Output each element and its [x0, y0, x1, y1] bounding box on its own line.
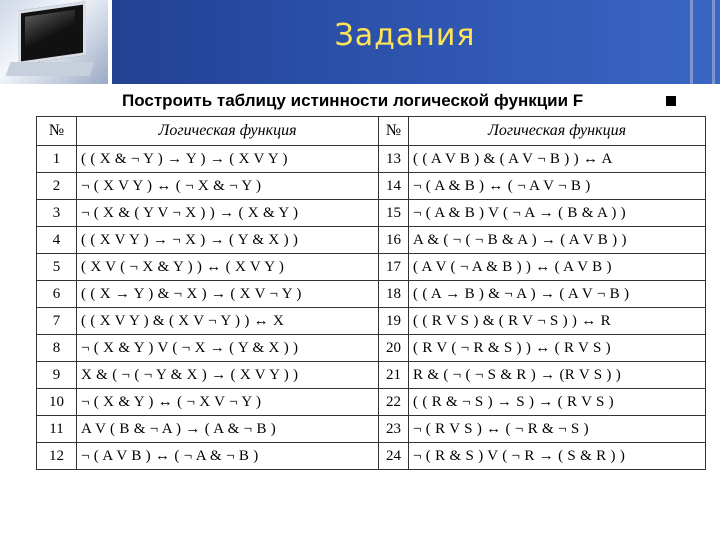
logic-function: ¬ ( A V B ) ↔ ( ¬ A & ¬ B ) — [77, 443, 379, 470]
task-number: 15 — [379, 200, 409, 227]
task-number: 7 — [37, 308, 77, 335]
table-row — [37, 254, 706, 281]
logic-function: ¬ ( R & S ) V ( ¬ R → ( S & R ) ) — [409, 443, 706, 470]
column-header-function: Логическая функция — [77, 117, 379, 146]
task-number: 17 — [379, 254, 409, 281]
logic-function: ( ( X V Y ) → ¬ X ) → ( Y & X ) ) — [77, 227, 379, 254]
task-number: 8 — [37, 335, 77, 362]
table-row — [37, 335, 706, 362]
task-number: 16 — [379, 227, 409, 254]
task-number: 19 — [379, 308, 409, 335]
task-number: 20 — [379, 335, 409, 362]
task-number: 5 — [37, 254, 77, 281]
logic-function: ( ( A V B ) & ( A V ¬ B ) ) ↔ A — [409, 146, 706, 173]
logic-function: ¬ ( X & Y ) ↔ ( ¬ X V ¬ Y ) — [77, 389, 379, 416]
table-row — [37, 308, 706, 335]
logic-function: ( X V ( ¬ X & Y ) ) ↔ ( X V Y ) — [77, 254, 379, 281]
table-row — [37, 443, 706, 470]
task-number: 6 — [37, 281, 77, 308]
task-number: 14 — [379, 173, 409, 200]
logic-function: ( ( X → Y ) & ¬ X ) → ( X V ¬ Y ) — [77, 281, 379, 308]
logic-function: A & ( ¬ ( ¬ B & A ) → ( A V B ) ) — [409, 227, 706, 254]
column-header-function: Логическая функция — [409, 117, 706, 146]
task-number: 13 — [379, 146, 409, 173]
task-subtitle: Построить таблицу истинности логической функции F — [122, 91, 584, 110]
table-row — [37, 389, 706, 416]
logic-function: A V ( B & ¬ A ) → ( A & ¬ B ) — [77, 416, 379, 443]
logic-function: ( A V ( ¬ A & B ) ) ↔ ( A V B ) — [409, 254, 706, 281]
logic-function: ¬ ( X V Y ) ↔ ( ¬ X & ¬ Y ) — [77, 173, 379, 200]
slide-header — [0, 0, 720, 84]
column-header-number: № — [379, 117, 409, 146]
logic-function: ¬ ( X & Y ) V ( ¬ X → ( Y & X ) ) — [77, 335, 379, 362]
task-number: 1 — [37, 146, 77, 173]
task-number: 22 — [379, 389, 409, 416]
logic-function: ¬ ( A & B ) V ( ¬ A → ( B & A ) ) — [409, 200, 706, 227]
table-header-row — [37, 117, 706, 146]
task-number: 4 — [37, 227, 77, 254]
table-row — [37, 200, 706, 227]
task-number: 21 — [379, 362, 409, 389]
table-row — [37, 281, 706, 308]
logic-function: ( ( R V S ) & ( R V ¬ S ) ) ↔ R — [409, 308, 706, 335]
logic-function: X & ( ¬ ( ¬ Y & X ) → ( X V Y ) ) — [77, 362, 379, 389]
logic-function: ( ( X V Y ) & ( X V ¬ Y ) ) ↔ X — [77, 308, 379, 335]
table-row — [37, 362, 706, 389]
task-number: 23 — [379, 416, 409, 443]
truth-table-tasks — [36, 116, 706, 470]
logic-function: ¬ ( X & ( Y V ¬ X ) ) → ( X & Y ) — [77, 200, 379, 227]
table-row — [37, 173, 706, 200]
logic-function: R & ( ¬ ( ¬ S & R ) → (R V S ) ) — [409, 362, 706, 389]
task-number: 11 — [37, 416, 77, 443]
task-number: 24 — [379, 443, 409, 470]
logic-function: ( R V ( ¬ R & S ) ) ↔ ( R V S ) — [409, 335, 706, 362]
slide-title: Задания — [334, 18, 476, 53]
task-number: 12 — [37, 443, 77, 470]
column-header-number: № — [37, 117, 77, 146]
table-row — [37, 146, 706, 173]
header-bottom-line — [0, 84, 720, 87]
task-number: 10 — [37, 389, 77, 416]
logic-function: ¬ ( R V S ) ↔ ( ¬ R & ¬ S ) — [409, 416, 706, 443]
logic-function: ¬ ( A & B ) ↔ ( ¬ A V ¬ B ) — [409, 173, 706, 200]
logic-function: ( ( R & ¬ S ) → S ) → ( R V S ) — [409, 389, 706, 416]
task-number: 18 — [379, 281, 409, 308]
task-number: 2 — [37, 173, 77, 200]
logic-function: ( ( X & ¬ Y ) → Y ) → ( X V Y ) — [77, 146, 379, 173]
task-number: 3 — [37, 200, 77, 227]
logic-function: ( ( A → B ) & ¬ A ) → ( A V ¬ B ) — [409, 281, 706, 308]
table-row — [37, 227, 706, 254]
square-bullet-icon — [666, 96, 676, 106]
table-row — [37, 416, 706, 443]
task-number: 9 — [37, 362, 77, 389]
